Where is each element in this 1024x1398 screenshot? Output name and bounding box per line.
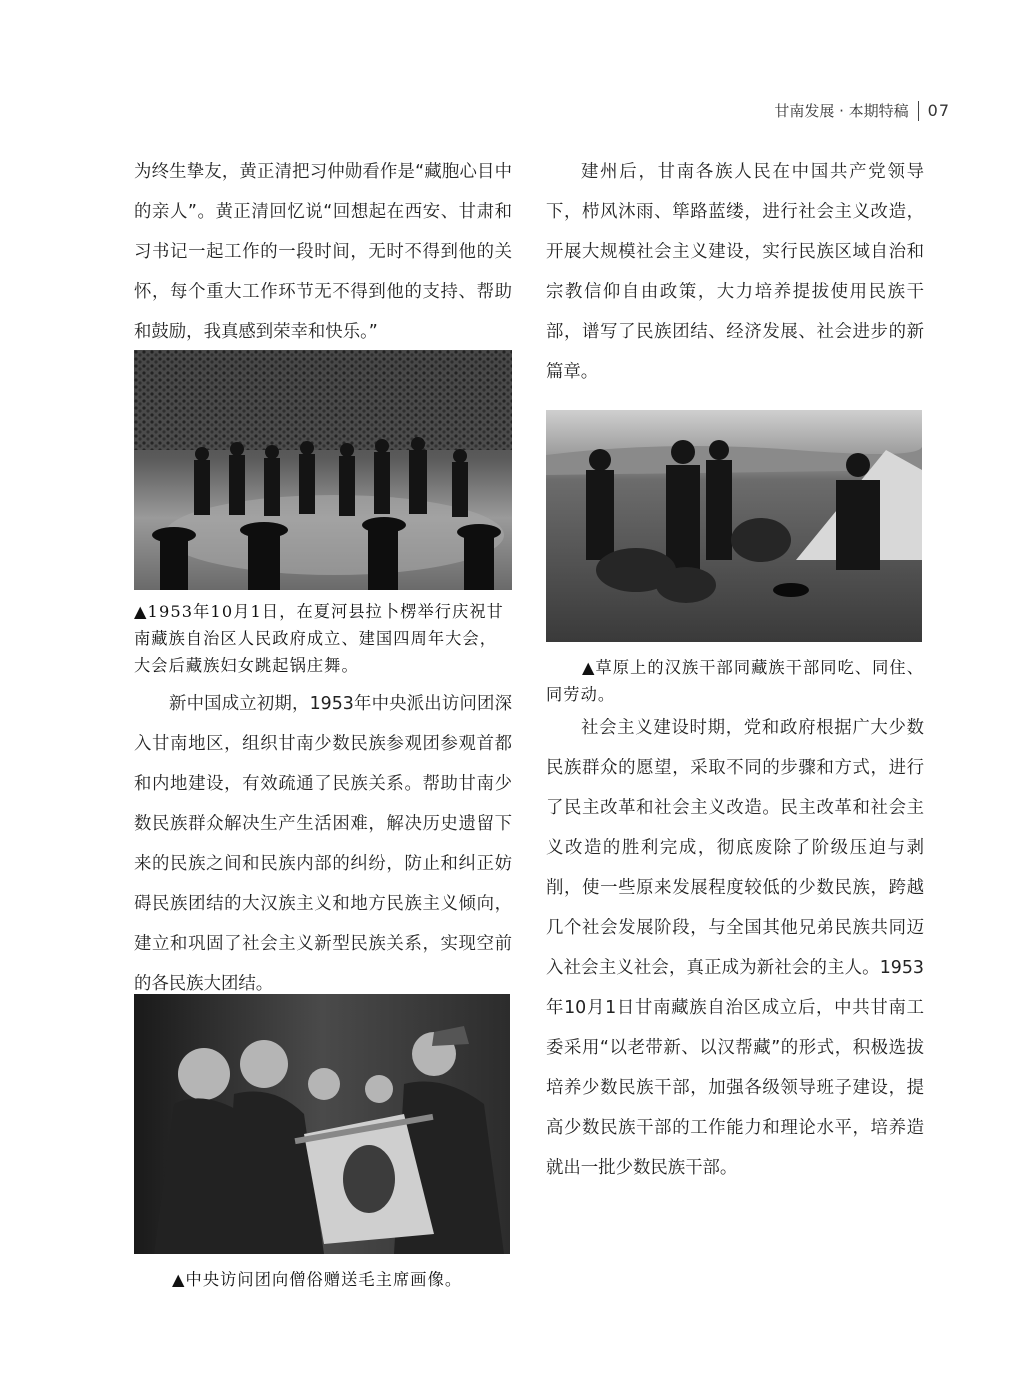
section-title: 甘南发展 · 本期特稿 [774,102,909,120]
running-header [774,100,950,121]
right-paragraph-2: 社会主义建设时期，党和政府根据广大少数民族群众的愿望，采取不同的步骤和方式，进行了民主改革和社会主义改造。民主改革和社会主义改造的胜利完成，彻底废除了阶级压迫与剥削，使一些原来发展程度较低的少数民族，跨越几个社会发展阶段，与全国其他兄弟民族共同迈入社会主义社会，真正成为新社会的主人。1953年10月1日甘南藏族自治区成立后，中共甘南工委采用“以老带新、以汉帮藏”的形式，积极选拔培养少数民族干部，加强各级领导班子建设，提高少数民族干部的工作能力和理论水平，培养造就出一批少数民族干部。 [546,718,924,1178]
header-divider [918,101,919,121]
photo-caption-1: ▲1953年10月1日，在夏河县拉卜楞举行庆祝甘南藏族自治区人民政府成立、建国四周年大会，大会后藏族妇女跳起锅庄舞。 [134,602,504,675]
guozhuang-dance-photo [134,350,512,590]
photo-caption-2: ▲草原上的汉族干部同藏族干部同吃、同住、同劳动。 [546,658,925,704]
right-paragraph-1: 建州后，甘南各族人民在中国共产党领导下，栉风沐雨、筚路蓝缕，进行社会主义改造，开展大规模社会主义建设，实行民族区域自治和宗教信仰自由政策，大力培养提拔使用民族干部，谱写了民族团结、经济发展、社会进步的新篇章。 [546,162,924,382]
left-paragraph-2: 新中国成立初期，1953年中央派出访问团深入甘南地区，组织甘南少数民族参观团参观首都和内地建设，有效疏通了民族关系。帮助甘南少数民族群众解决生产生活困难，解决历史遗留下来的民族之间和民族内部的纠纷，防止和纠正妨碍民族团结的大汉族主义和地方民族主义倾向，建立和巩固了社会主义新型民族关系，实现空前的各民族大团结。 [134,694,512,994]
grassland-cadres-photo [546,410,922,642]
page-number: 07 [927,101,950,120]
left-paragraph-1: 为终生挚友，黄正清把习仲勋看作是“藏胞心目中的亲人”。黄正清回忆说“回想起在西安、甘肃和习书记一起工作的一段时间，无时不得到他的关怀，每个重大工作环节无不得到他的支持、帮助和鼓励，我真感到荣幸和快乐。” [134,162,512,342]
photo-caption-3: ▲中央访问团向僧俗赠送毛主席画像。 [172,1270,463,1289]
portrait-gift-photo [134,994,510,1254]
